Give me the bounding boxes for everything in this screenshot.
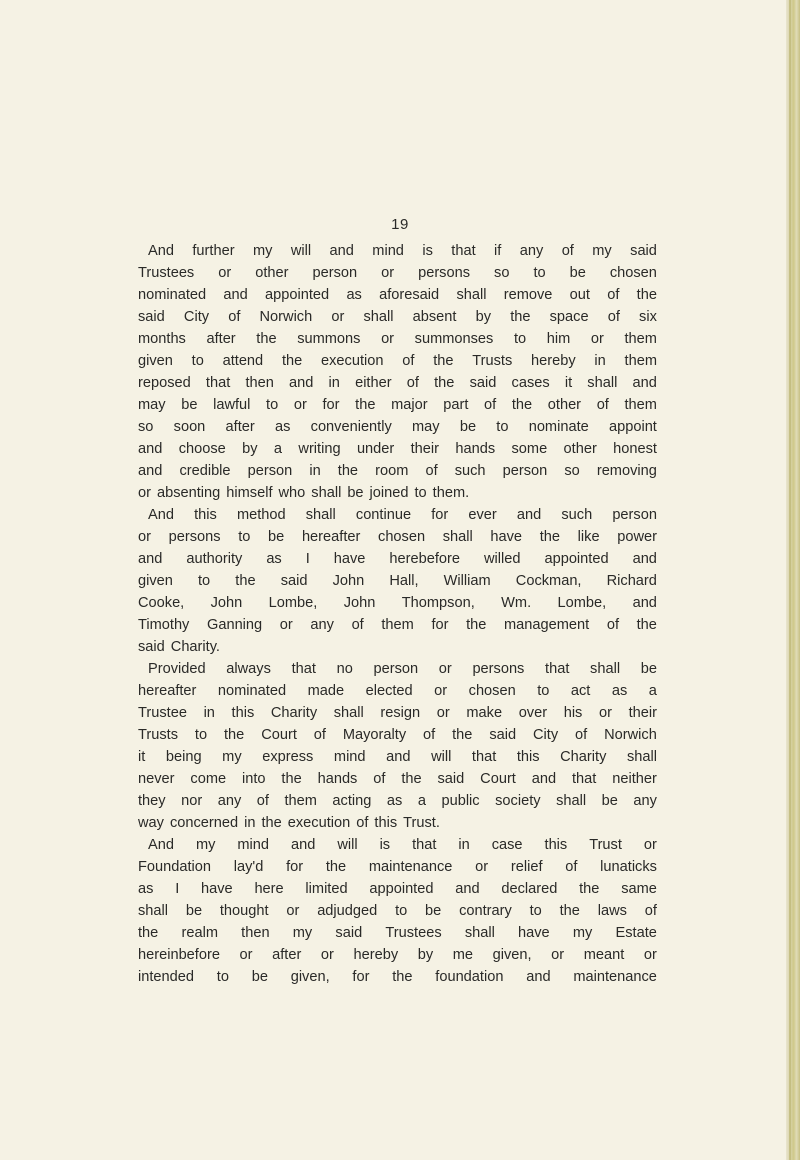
body-text [138,240,657,988]
text-line: way concerned in the execution of this Trust. [138,815,440,831]
text-line: hereafter nominated made elected or chosen to act as a [138,683,657,699]
page-number: 19 [391,216,409,233]
text-line: the realm then my said Trustees shall have my Estate [138,925,657,941]
text-line: nominated and appointed as aforesaid shall remove out of the [138,287,657,303]
text-line: may be lawful to or for the major part of the other of them [138,397,657,413]
text-line: so soon after as conveniently may be to nominate appoint [138,419,657,435]
text-line: it being my express mind and will that this Charity shall [138,749,657,765]
text-line: Foundation lay'd for the maintenance or relief of lunaticks [138,859,657,875]
text-line: hereinbefore or after or hereby by me given, or meant or [138,947,657,963]
text-line: or absenting himself who shall be joined to them. [138,485,470,501]
text-line: Provided always that no person or persons that shall be [148,661,657,677]
text-line: never come into the hands of the said Court and that neither [138,771,657,787]
text-line: And my mind and will is that in case this Trust or [148,837,657,853]
text-line: intended to be given, for the foundation and maintenance [138,969,657,985]
text-line: said Charity. [138,639,220,655]
page-edge-line [789,0,791,1160]
text-line: Trusts to the Court of Mayoralty of the said City of Norwich [138,727,657,743]
text-line: Cooke, John Lombe, John Thompson, Wm. Lombe, and [138,595,657,611]
text-line: shall be thought or adjudged to be contrary to the laws of [138,903,657,919]
text-line: reposed that then and in either of the said cases it shall and [138,375,657,391]
text-line: given to the said John Hall, William Cockman, Richard [138,573,657,589]
text-line: and choose by a writing under their hands some other honest [138,441,657,457]
text-line: Timothy Ganning or any of them for the management of the [138,617,657,633]
text-line: they nor any of them acting as a public society shall be any [138,793,657,809]
text-line: said City of Norwich or shall absent by the space of six [138,309,657,325]
text-line: Trustee in this Charity shall resign or make over his or their [138,705,657,721]
text-line: given to attend the execution of the Trusts hereby in them [138,353,657,369]
text-line: or persons to be hereafter chosen shall have the like power [138,529,657,545]
text-line: Trustees or other person or persons so to be chosen [138,265,657,281]
text-line: And this method shall continue for ever and such person [148,507,657,523]
text-line: months after the summons or summonses to him or them [138,331,657,347]
text-line: as I have here limited appointed and declared the same [138,881,657,897]
text-line: and credible person in the room of such person so removing [138,463,657,479]
text-line: And further my will and mind is that if any of my said [148,243,657,259]
text-line: and authority as I have herebefore willed appointed and [138,551,657,567]
